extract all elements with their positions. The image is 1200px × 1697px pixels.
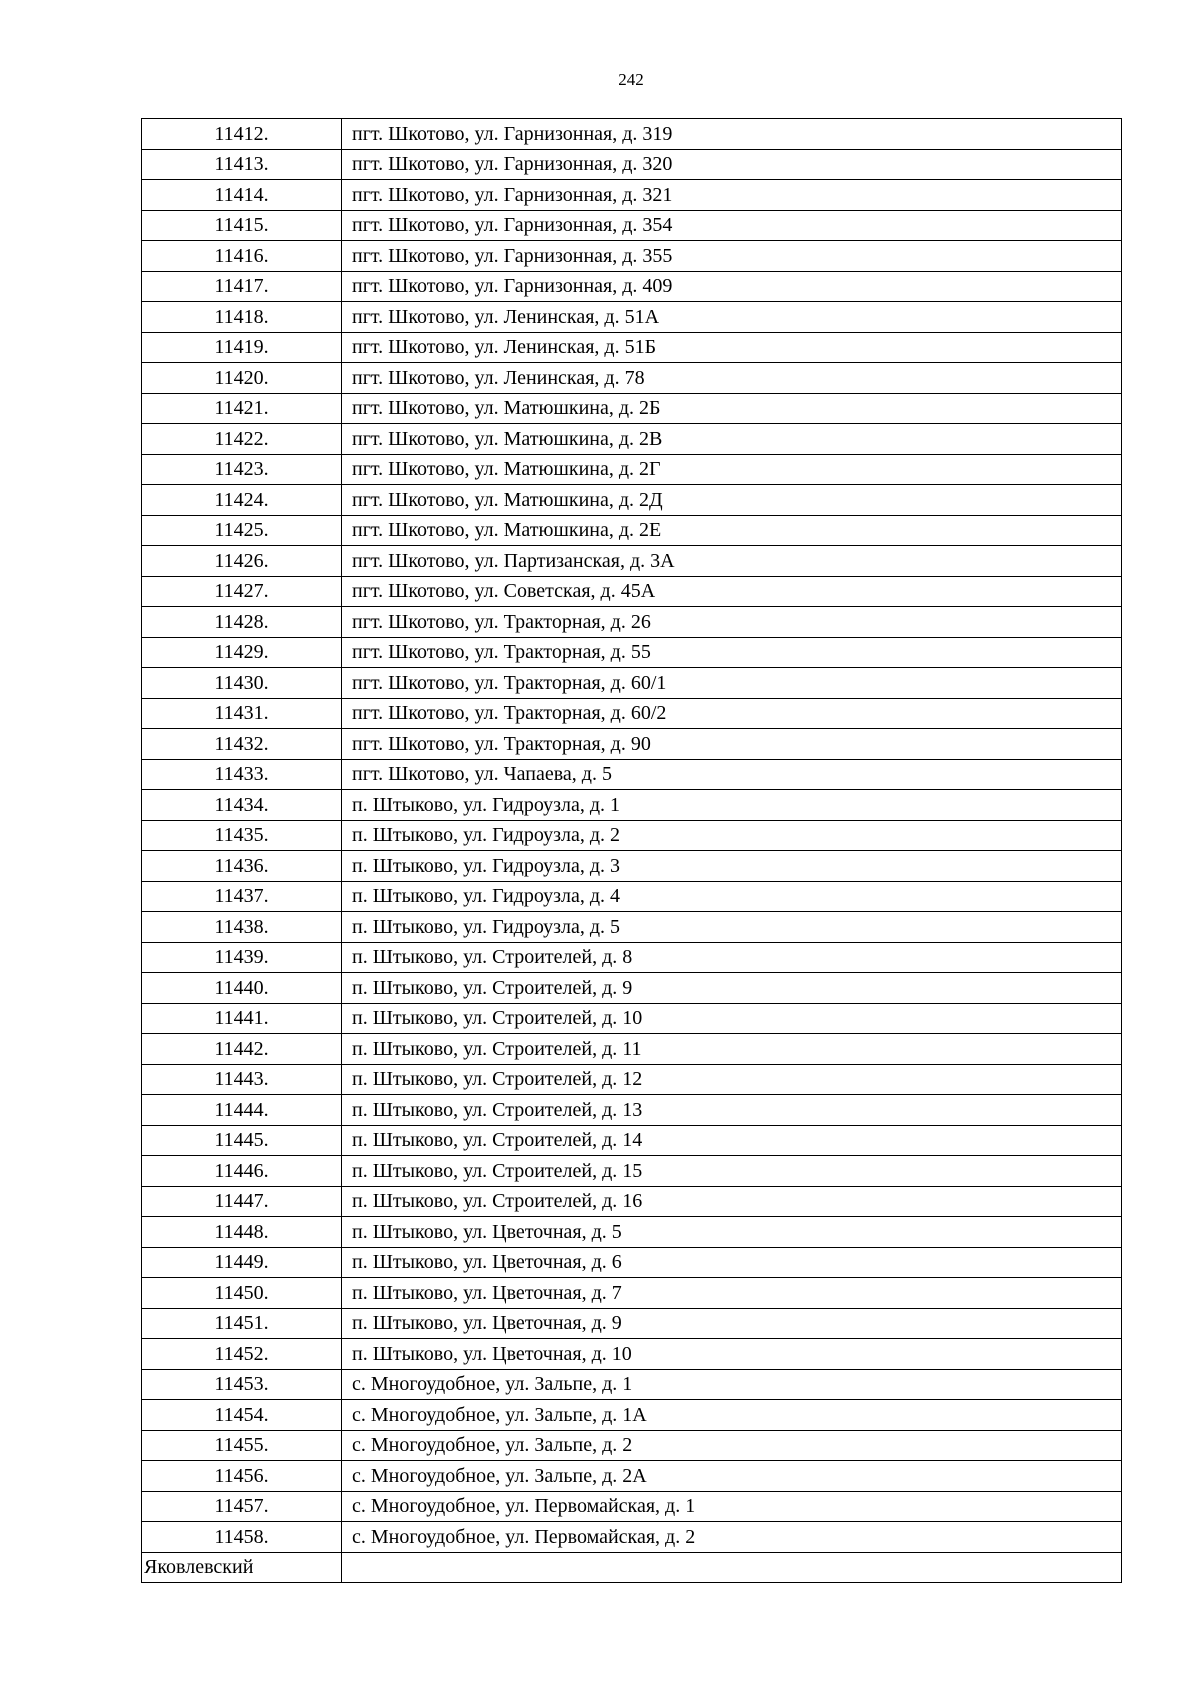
table-row	[142, 241, 1122, 272]
row-address: п. Штыково, ул. Цветочная, д. 7	[342, 1278, 1122, 1309]
row-number: 11422.	[142, 424, 342, 455]
row-number: 11429.	[142, 637, 342, 668]
row-number: 11453.	[142, 1369, 342, 1400]
row-number: 11438.	[142, 912, 342, 943]
row-address: пгт. Шкотово, ул. Гарнизонная, д. 319	[342, 119, 1122, 150]
row-address: пгт. Шкотово, ул. Советская, д. 45А	[342, 576, 1122, 607]
row-number: 11417.	[142, 271, 342, 302]
table-row	[142, 729, 1122, 760]
row-number: 11412.	[142, 119, 342, 150]
table-row	[142, 515, 1122, 546]
row-number: 11434.	[142, 790, 342, 821]
table-row	[142, 1064, 1122, 1095]
row-number: 11442.	[142, 1034, 342, 1065]
row-address: п. Штыково, ул. Строителей, д. 14	[342, 1125, 1122, 1156]
row-number: 11439.	[142, 942, 342, 973]
table-row	[142, 1400, 1122, 1431]
row-number: 11437.	[142, 881, 342, 912]
table-row	[142, 820, 1122, 851]
row-address: пгт. Шкотово, ул. Матюшкина, д. 2Д	[342, 485, 1122, 516]
table-row	[142, 1308, 1122, 1339]
row-number: 11435.	[142, 820, 342, 851]
row-number: 11449.	[142, 1247, 342, 1278]
address-registry-table	[141, 118, 1122, 1583]
table-row	[142, 393, 1122, 424]
row-number: 11416.	[142, 241, 342, 272]
row-address: п. Штыково, ул. Строителей, д. 12	[342, 1064, 1122, 1095]
row-number: 11457.	[142, 1491, 342, 1522]
table-row	[142, 668, 1122, 699]
row-number: 11427.	[142, 576, 342, 607]
page-number: 242	[618, 70, 644, 89]
row-number: 11448.	[142, 1217, 342, 1248]
row-number: 11420.	[142, 363, 342, 394]
table-row	[142, 454, 1122, 485]
table-row	[142, 1461, 1122, 1492]
row-address: п. Штыково, ул. Гидроузла, д. 3	[342, 851, 1122, 882]
table-row	[142, 1278, 1122, 1309]
table-row	[142, 1003, 1122, 1034]
row-address: п. Штыково, ул. Цветочная, д. 5	[342, 1217, 1122, 1248]
district-row	[142, 1552, 1122, 1583]
table-row	[142, 210, 1122, 241]
row-address: пгт. Шкотово, ул. Ленинская, д. 51Б	[342, 332, 1122, 363]
row-address: п. Штыково, ул. Строителей, д. 15	[342, 1156, 1122, 1187]
row-number: 11424.	[142, 485, 342, 516]
table-row	[142, 1430, 1122, 1461]
row-address: пгт. Шкотово, ул. Матюшкина, д. 2Е	[342, 515, 1122, 546]
row-number: 11445.	[142, 1125, 342, 1156]
row-address: пгт. Шкотово, ул. Гарнизонная, д. 409	[342, 271, 1122, 302]
row-address: п. Штыково, ул. Строителей, д. 10	[342, 1003, 1122, 1034]
row-number: 11447.	[142, 1186, 342, 1217]
row-address: пгт. Шкотово, ул. Матюшкина, д. 2Г	[342, 454, 1122, 485]
row-address: с. Многоудобное, ул. Первомайская, д. 1	[342, 1491, 1122, 1522]
row-address: п. Штыково, ул. Строителей, д. 9	[342, 973, 1122, 1004]
table-row	[142, 180, 1122, 211]
table-row	[142, 851, 1122, 882]
row-number: 11421.	[142, 393, 342, 424]
row-address: пгт. Шкотово, ул. Ленинская, д. 78	[342, 363, 1122, 394]
table-row	[142, 1156, 1122, 1187]
row-address: пгт. Шкотово, ул. Чапаева, д. 5	[342, 759, 1122, 790]
table-row	[142, 546, 1122, 577]
row-number: 11443.	[142, 1064, 342, 1095]
district-name: Яковлевский	[142, 1552, 342, 1583]
row-address: п. Штыково, ул. Строителей, д. 11	[342, 1034, 1122, 1065]
table-row	[142, 790, 1122, 821]
row-address: п. Штыково, ул. Строителей, д. 13	[342, 1095, 1122, 1126]
row-number: 11419.	[142, 332, 342, 363]
row-number: 11454.	[142, 1400, 342, 1431]
table-row	[142, 149, 1122, 180]
row-address: пгт. Шкотово, ул. Тракторная, д. 60/2	[342, 698, 1122, 729]
row-address: пгт. Шкотово, ул. Матюшкина, д. 2В	[342, 424, 1122, 455]
row-address: с. Многоудобное, ул. Зальпе, д. 1	[342, 1369, 1122, 1400]
table-row	[142, 1247, 1122, 1278]
row-number: 11414.	[142, 180, 342, 211]
row-address: с. Многоудобное, ул. Зальпе, д. 2	[342, 1430, 1122, 1461]
table-row	[142, 485, 1122, 516]
table-row	[142, 881, 1122, 912]
row-number: 11450.	[142, 1278, 342, 1309]
table-row	[142, 942, 1122, 973]
row-number: 11436.	[142, 851, 342, 882]
row-address: с. Многоудобное, ул. Зальпе, д. 1А	[342, 1400, 1122, 1431]
row-address: п. Штыково, ул. Строителей, д. 8	[342, 942, 1122, 973]
table-row	[142, 1034, 1122, 1065]
table-row	[142, 424, 1122, 455]
table-row	[142, 1522, 1122, 1553]
table-row	[142, 973, 1122, 1004]
row-number: 11441.	[142, 1003, 342, 1034]
district-value	[342, 1552, 1122, 1583]
row-address: пгт. Шкотово, ул. Гарнизонная, д. 320	[342, 149, 1122, 180]
row-number: 11455.	[142, 1430, 342, 1461]
row-address: пгт. Шкотово, ул. Партизанская, д. 3А	[342, 546, 1122, 577]
row-address: п. Штыково, ул. Гидроузла, д. 5	[342, 912, 1122, 943]
row-address: п. Штыково, ул. Цветочная, д. 10	[342, 1339, 1122, 1370]
row-address: п. Штыково, ул. Гидроузла, д. 1	[342, 790, 1122, 821]
table-row	[142, 1125, 1122, 1156]
table-row	[142, 698, 1122, 729]
row-address: п. Штыково, ул. Цветочная, д. 6	[342, 1247, 1122, 1278]
row-address: пгт. Шкотово, ул. Тракторная, д. 90	[342, 729, 1122, 760]
table-row	[142, 759, 1122, 790]
row-address: п. Штыково, ул. Строителей, д. 16	[342, 1186, 1122, 1217]
table-row	[142, 1186, 1122, 1217]
row-number: 11425.	[142, 515, 342, 546]
table-row	[142, 1339, 1122, 1370]
registry-body	[142, 119, 1122, 1583]
row-address: пгт. Шкотово, ул. Матюшкина, д. 2Б	[342, 393, 1122, 424]
row-address: п. Штыково, ул. Цветочная, д. 9	[342, 1308, 1122, 1339]
row-number: 11452.	[142, 1339, 342, 1370]
row-number: 11458.	[142, 1522, 342, 1553]
row-address: пгт. Шкотово, ул. Гарнизонная, д. 354	[342, 210, 1122, 241]
table-row	[142, 363, 1122, 394]
row-number: 11432.	[142, 729, 342, 760]
table-row	[142, 332, 1122, 363]
table-row	[142, 302, 1122, 333]
table-row	[142, 1369, 1122, 1400]
row-address: с. Многоудобное, ул. Первомайская, д. 2	[342, 1522, 1122, 1553]
row-number: 11444.	[142, 1095, 342, 1126]
row-number: 11413.	[142, 149, 342, 180]
table-row	[142, 1491, 1122, 1522]
row-number: 11433.	[142, 759, 342, 790]
row-number: 11446.	[142, 1156, 342, 1187]
row-number: 11451.	[142, 1308, 342, 1339]
row-address: пгт. Шкотово, ул. Тракторная, д. 55	[342, 637, 1122, 668]
row-address: пгт. Шкотово, ул. Тракторная, д. 60/1	[342, 668, 1122, 699]
row-address: п. Штыково, ул. Гидроузла, д. 4	[342, 881, 1122, 912]
row-number: 11418.	[142, 302, 342, 333]
table-row	[142, 637, 1122, 668]
row-number: 11428.	[142, 607, 342, 638]
table-row	[142, 1095, 1122, 1126]
row-address: пгт. Шкотово, ул. Гарнизонная, д. 321	[342, 180, 1122, 211]
row-number: 11440.	[142, 973, 342, 1004]
table-row	[142, 607, 1122, 638]
row-address: пгт. Шкотово, ул. Тракторная, д. 26	[342, 607, 1122, 638]
row-address: п. Штыково, ул. Гидроузла, д. 2	[342, 820, 1122, 851]
row-address: пгт. Шкотово, ул. Гарнизонная, д. 355	[342, 241, 1122, 272]
row-number: 11415.	[142, 210, 342, 241]
table-row	[142, 119, 1122, 150]
row-address: с. Многоудобное, ул. Зальпе, д. 2А	[342, 1461, 1122, 1492]
table-row	[142, 912, 1122, 943]
row-address: пгт. Шкотово, ул. Ленинская, д. 51А	[342, 302, 1122, 333]
row-number: 11423.	[142, 454, 342, 485]
row-number: 11430.	[142, 668, 342, 699]
row-number: 11431.	[142, 698, 342, 729]
table-row	[142, 271, 1122, 302]
row-number: 11426.	[142, 546, 342, 577]
table-row	[142, 1217, 1122, 1248]
table-row	[142, 576, 1122, 607]
row-number: 11456.	[142, 1461, 342, 1492]
